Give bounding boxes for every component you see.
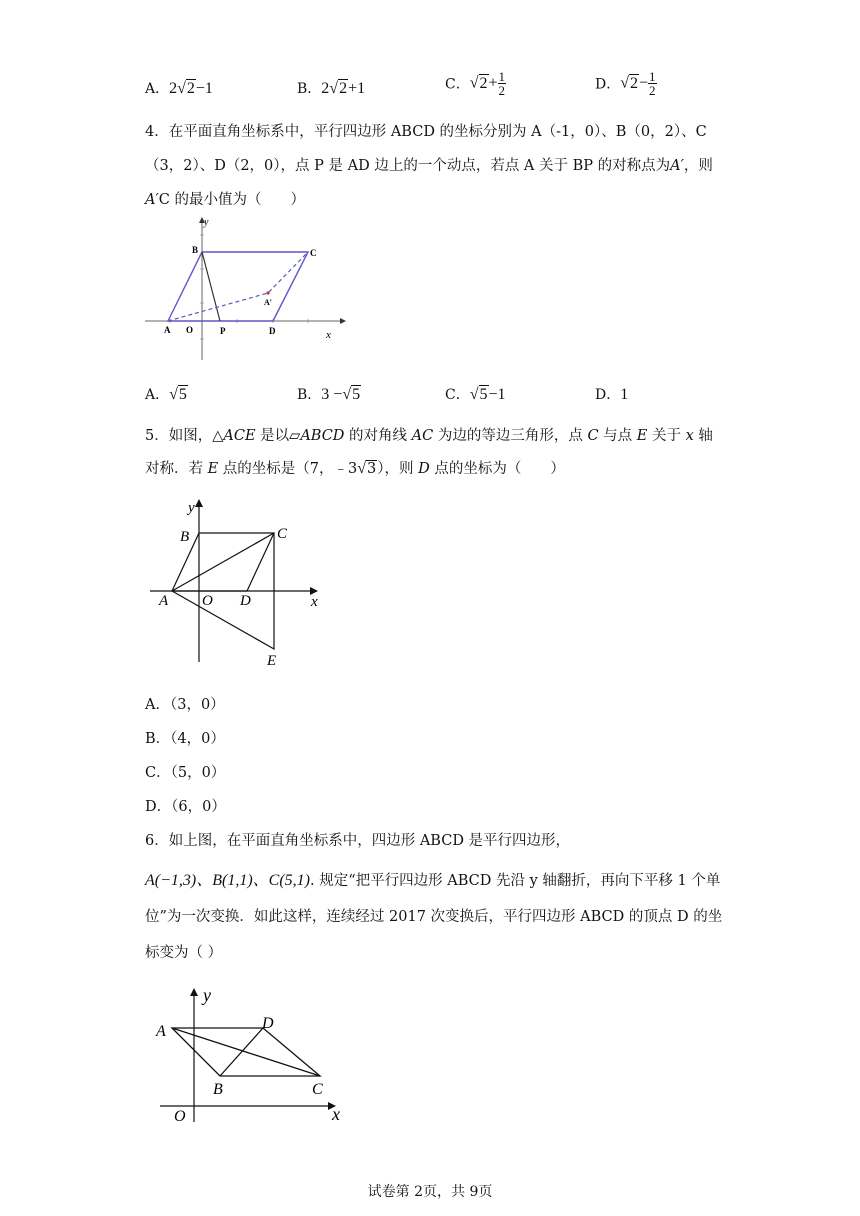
q4-option-b: B．3 −√5 [297, 386, 361, 403]
q4-text-line1: 4．在平面直角坐标系中，平行四边形 ABCD 的坐标分别为 A（-1，0）、B（0，2）、C [145, 124, 707, 140]
q3-option-b: B．2√2+1 [297, 80, 366, 97]
q4-label-y: y [204, 217, 209, 228]
q6-text-line2: A(−1,3)、B(1,1)、C(5,1). 规定“把平行四边形 ABCD 先沿 y 轴翻折，再向下平移 1 个单 [145, 872, 721, 889]
q5-label-d: D [240, 593, 251, 609]
q5-label-y: y [188, 500, 195, 516]
q6-label-d: D [262, 1015, 274, 1032]
q6-y-arrow [190, 988, 198, 996]
q6-text-line1: 6．如上图，在平面直角坐标系中，四边形 ABCD 是平行四边形， [145, 833, 571, 849]
q6-label-o: O [174, 1108, 186, 1125]
q6-label-c: C [312, 1081, 323, 1098]
q5-option-c: C．（5，0） [145, 765, 226, 781]
page-footer: 试卷第 2页，共 9页 [367, 1184, 493, 1200]
q6-label-x: x [332, 1104, 340, 1124]
q5-label-b: B [180, 529, 190, 545]
q6-diagonal-bd [220, 1028, 263, 1076]
q4-label-o: O [186, 325, 194, 335]
q5-label-a: A [159, 593, 169, 609]
q4-point-aprime [266, 291, 269, 294]
q4-parallelogram [168, 252, 308, 321]
q5-y-arrow [195, 499, 203, 507]
q6-figure [150, 980, 350, 1130]
q5-option-b: B．（4，0） [145, 731, 225, 747]
q4-text-line3: A′C 的最小值为（ ） [145, 192, 305, 208]
q5-label-x: x [311, 594, 318, 610]
q6-text-line4: 标变为（ ） [145, 945, 223, 961]
q5-label-e: E [267, 653, 277, 669]
q4-dashed-path [168, 252, 308, 321]
q4-figure [140, 215, 350, 365]
q4-x-arrow [340, 318, 346, 324]
q6-label-a: A [156, 1023, 166, 1040]
q3-option-d: D．√2− $\frac{1}{2}$ [595, 69, 656, 98]
q4-option-d: D．1 [595, 386, 629, 403]
q6-text-line3: 位”为一次变换．如此这样，连续经过 2017 次变换后，平行四边形 ABCD 的顶点 D 的坐 [145, 909, 723, 925]
q5-option-a: A．（3，0） [145, 697, 225, 713]
q6-label-b: B [213, 1081, 223, 1098]
q4-label-p: P [220, 326, 226, 336]
q4-ticks [170, 235, 308, 339]
q4-label-x: x [326, 329, 331, 341]
q3-option-c: C．√2+ $\frac{1}{2}$ [445, 69, 506, 98]
q4-label-c: C [310, 248, 317, 258]
q5-text-line2: 对称．若 E 点的坐标是（7，﹣3√3），则 D 点的坐标为（ ） [145, 460, 565, 477]
q5-option-d: D．（6，0） [145, 799, 226, 815]
q5-figure [140, 495, 340, 675]
q4-label-b: B [192, 245, 199, 255]
q5-label-o: O [202, 593, 213, 609]
q4-option-c: C．√5−1 [445, 386, 506, 403]
q4-text-line2: （3，2）、D（2，0），点 P 是 AD 边上的一个动点，若点 A 关于 BP 的对称点为A′，则 [145, 158, 713, 174]
q3-option-a: A．2√2−1 [145, 80, 213, 97]
q4-option-a: A．√5 [145, 386, 187, 403]
q4-label-a: A [164, 325, 171, 335]
q6-label-y: y [203, 985, 211, 1005]
q5-text-line1: 5．如图，△ACE 是以▱ABCD 的对角线 AC 为边的等边三角形，点 C 与点 E 关于 x 轴 [145, 428, 713, 444]
q4-label-d: D [269, 326, 276, 336]
q5-label-c: C [277, 526, 288, 542]
q4-label-aprime: A′ [264, 298, 273, 307]
